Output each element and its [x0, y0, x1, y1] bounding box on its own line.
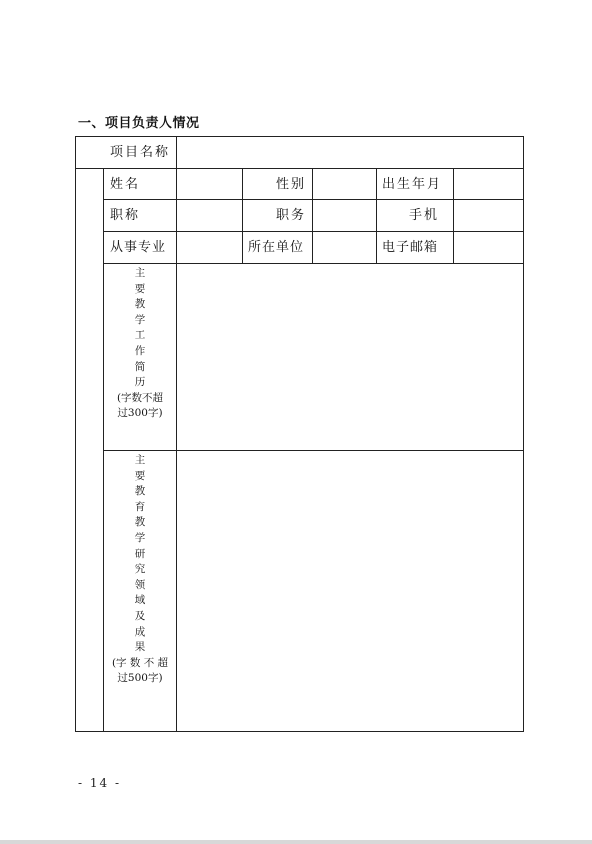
label-mobile: 手机	[409, 208, 440, 223]
table-border-right	[523, 136, 524, 732]
label-research-achievements: 主 要 教 育 教 学 研 究 领 域 及 成 果 (字 数 不 超 过500字)	[104, 453, 176, 687]
row-divider	[103, 231, 524, 232]
label-birth: 出生年月	[382, 177, 443, 192]
column-divider	[176, 136, 177, 732]
label-name: 姓名	[110, 177, 141, 192]
page-number: - 14 -	[78, 776, 122, 790]
section-title: 一、项目负责人情况	[78, 116, 200, 131]
table-border-top	[75, 136, 524, 137]
page-edge	[0, 840, 592, 844]
row-divider	[103, 450, 524, 451]
word-limit-note: 过300字)	[117, 407, 163, 420]
label-title: 职称	[110, 208, 141, 223]
row-divider	[103, 263, 524, 264]
table-border-bottom	[75, 731, 524, 732]
table-border-left	[75, 136, 76, 732]
column-divider	[312, 168, 313, 264]
label-teaching-resume: 主 要 教 学 工 作 简 历 (字数不超 过300字)	[104, 266, 176, 422]
column-divider	[376, 168, 377, 264]
label-project-name: 项目名称	[110, 145, 171, 160]
row-divider	[103, 199, 524, 200]
word-limit-note: (字 数 不 超	[111, 656, 169, 669]
row-divider	[75, 168, 524, 169]
word-limit-note: 过500字)	[117, 672, 163, 685]
label-gender: 性别	[276, 177, 307, 192]
label-unit: 所在单位	[248, 240, 305, 255]
label-email: 电子邮箱	[382, 240, 439, 255]
column-divider	[242, 168, 243, 264]
column-divider	[453, 168, 454, 264]
label-major: 从事专业	[110, 240, 167, 255]
label-position: 职务	[276, 208, 307, 223]
word-limit-note: (字数不超	[116, 391, 164, 404]
